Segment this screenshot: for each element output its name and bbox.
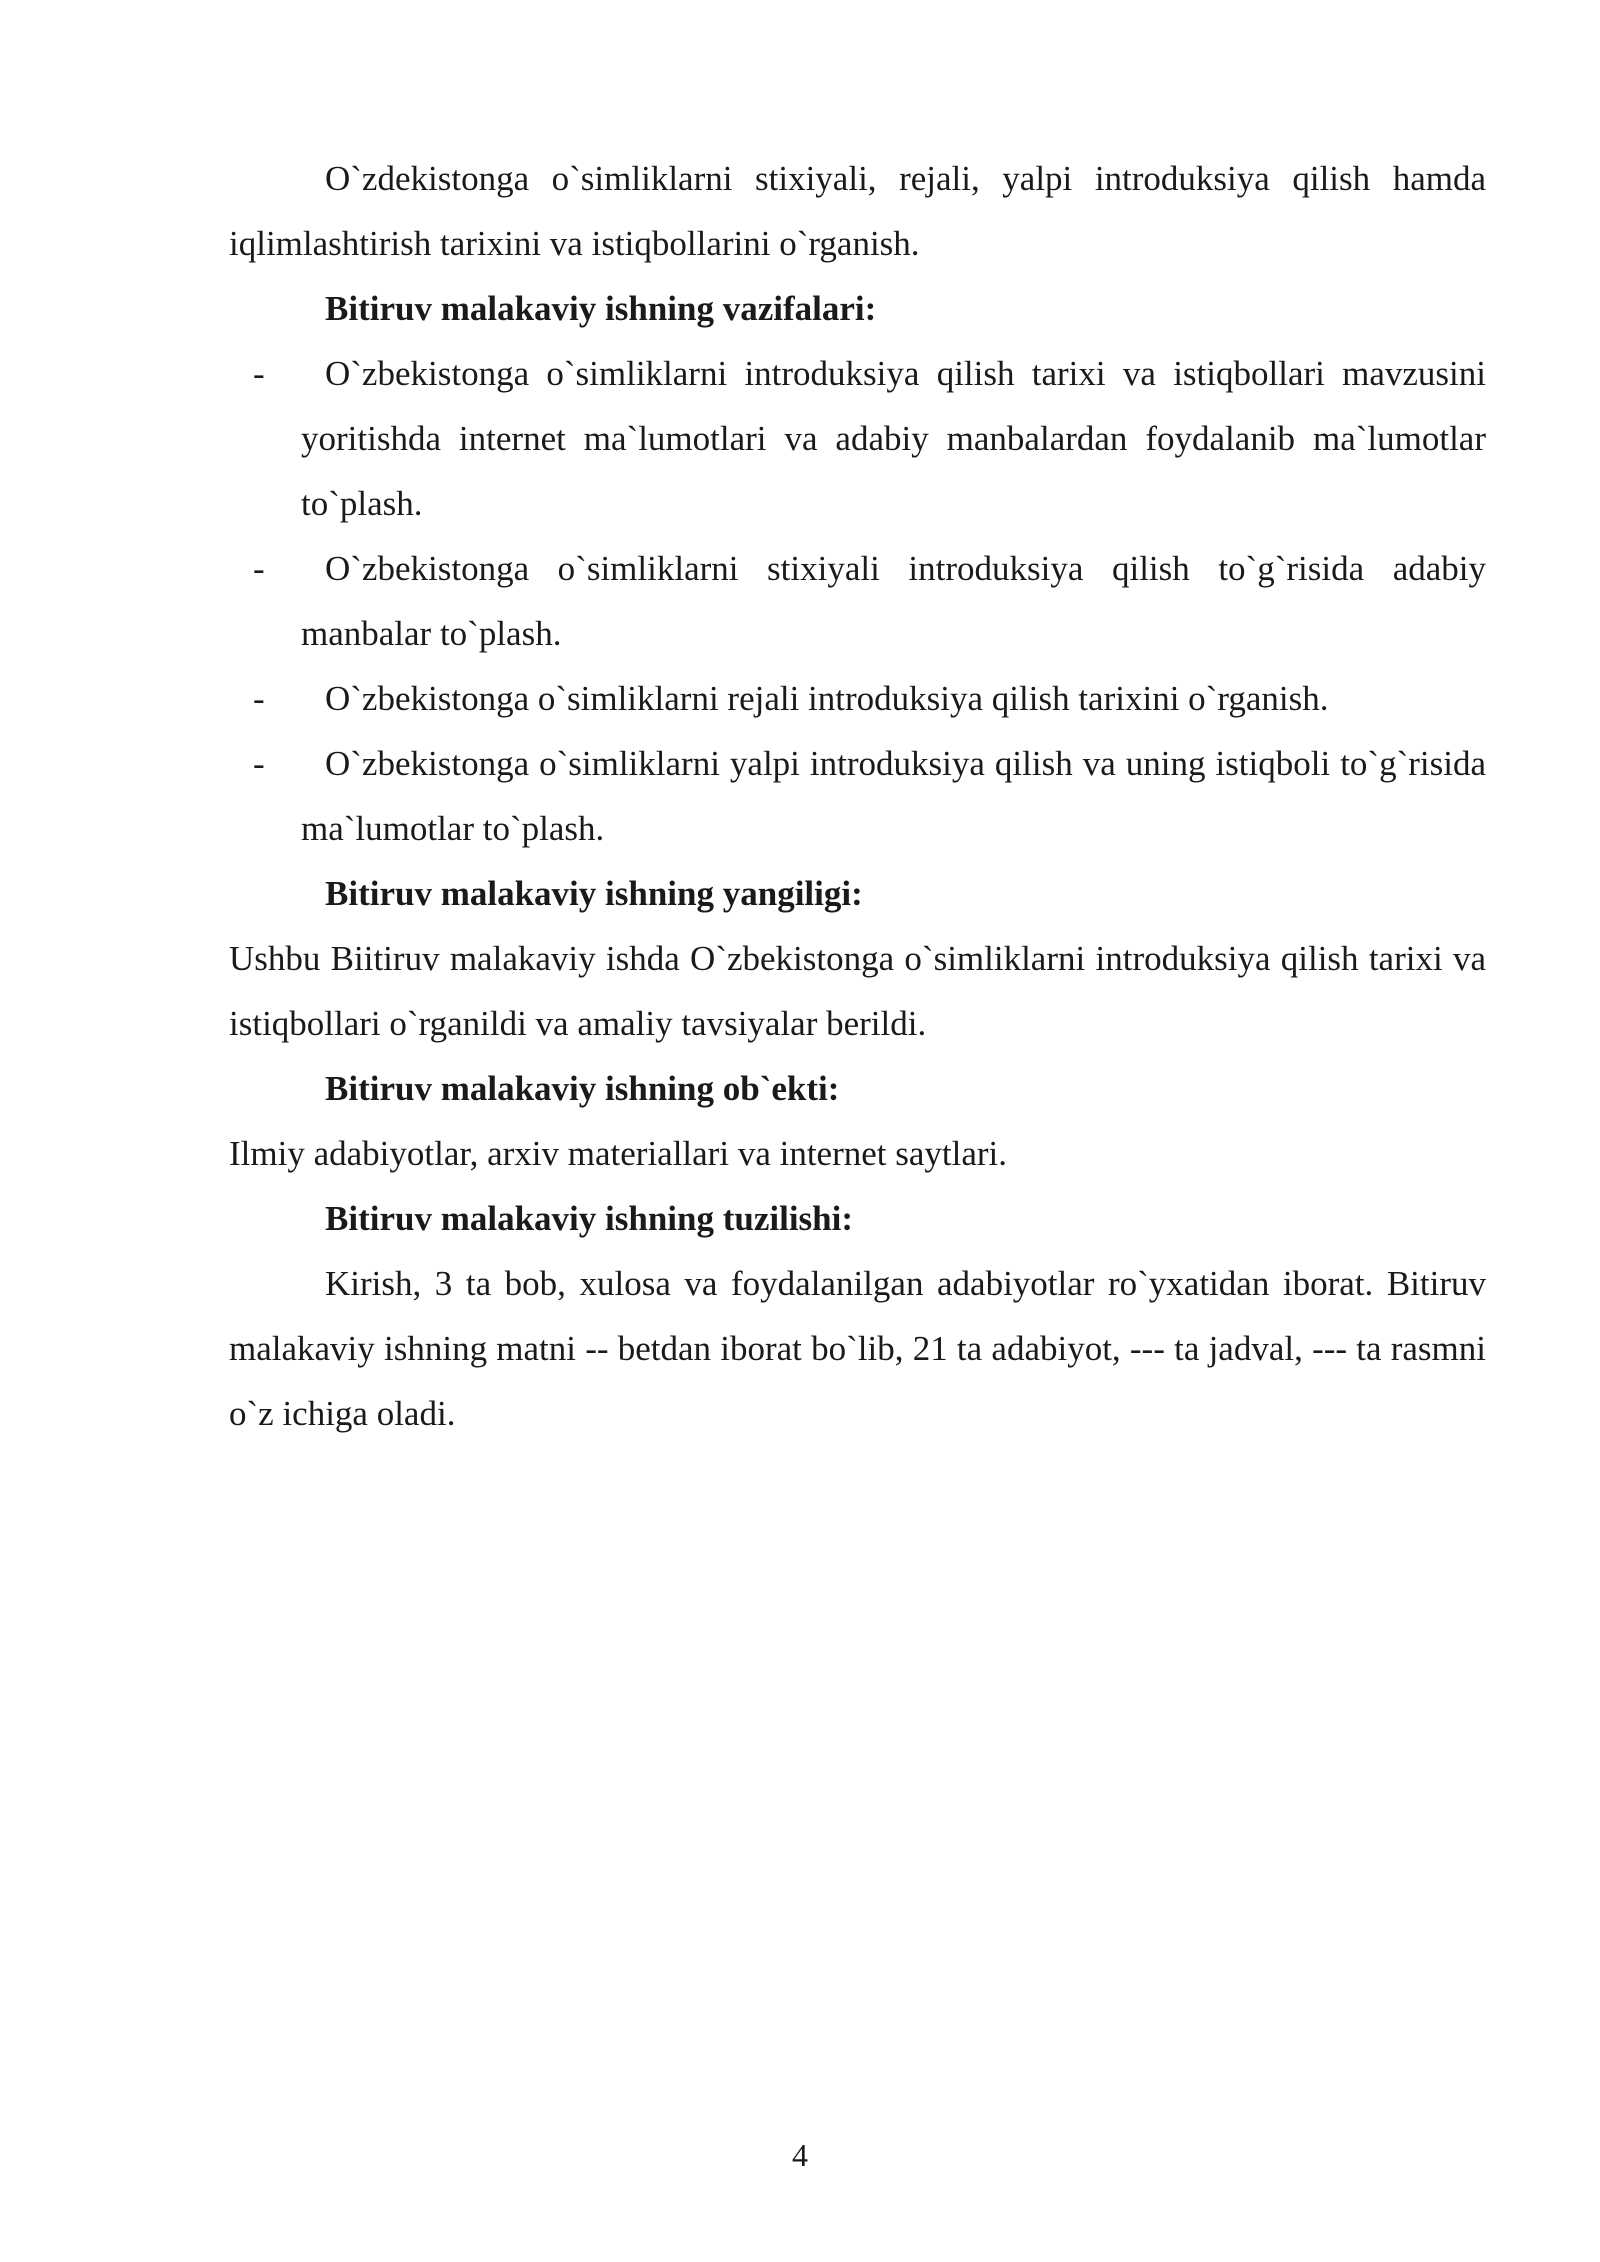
page-number: 4 (792, 2137, 808, 2173)
list-item (229, 536, 1486, 666)
list-item (229, 341, 1486, 536)
list-item (229, 666, 1486, 731)
list-item-text: O`zbekistonga o`simliklarni introduksiya qilish tarixi va istiqbollari mavzusini yoritishda internet ma`lumotlari va adabiy manbalardan foydalanib ma`lumotlar to`plash. (301, 354, 1486, 523)
list-item-text: O`zbekistonga o`simliklarni rejali introduksiya qilish tarixini o`rganish. (325, 679, 1329, 718)
object-heading: Bitiruv malakaviy ishning ob`ekti: (325, 1069, 840, 1108)
list-item-text: O`zbekistonga o`simliklarni yalpi introduksiya qilish va uning istiqboli to`g`risida ma`lumotlar to`plash. (301, 744, 1486, 848)
bullet-dash: - (253, 549, 265, 588)
bullet-dash: - (253, 679, 265, 718)
list-item (229, 731, 1486, 861)
tasks-list (229, 341, 1486, 861)
intro-paragraph: O`zdekistonga o`simliklarni stixiyali, rejali, yalpi introduksiya qilish hamda iqlimlashtirish tarixini va istiqbollarini o`rganish. (229, 159, 1486, 263)
structure-heading: Bitiruv malakaviy ishning tuzilishi: (325, 1199, 854, 1238)
bullet-dash: - (253, 354, 265, 393)
bullet-dash: - (253, 744, 265, 783)
tasks-heading: Bitiruv malakaviy ishning vazifalari: (325, 289, 877, 328)
novelty-heading: Bitiruv malakaviy ishning yangiligi: (325, 874, 863, 913)
document-page (229, 146, 1486, 1446)
novelty-paragraph: Ushbu Biitiruv malakaviy ishda O`zbekistonga o`simliklarni introduksiya qilish tarixi va istiqbollari o`rganildi va amaliy tavsiyalar berildi. (229, 939, 1486, 1043)
object-paragraph: Ilmiy adabiyotlar, arxiv materiallari va internet saytlari. (229, 1134, 1008, 1173)
list-item-text: O`zbekistonga o`simliklarni stixiyali introduksiya qilish to`g`risida adabiy manbalar to`plash. (301, 549, 1486, 653)
structure-paragraph: Kirish, 3 ta bob, xulosa va foydalanilgan adabiyotlar ro`yxatidan iborat. Bitiruv malakaviy ishning matni -- betdan iborat bo`lib, 21 ta adabiyot, --- ta jadval, --- ta rasmni o`z ichiga oladi. (229, 1264, 1486, 1433)
